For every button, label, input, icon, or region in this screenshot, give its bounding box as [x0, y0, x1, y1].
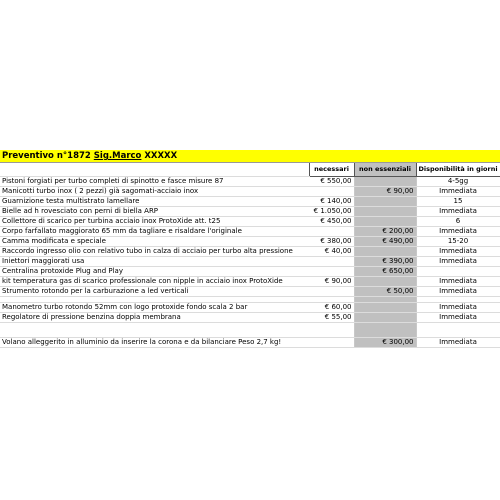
non-essenziali-price: [354, 247, 416, 257]
header-disponibilita: Disponibilità in giorni: [416, 163, 500, 177]
item-description: Pistoni forgiati per turbo completi di spinotto e fasce misure 87: [0, 177, 309, 187]
non-essenziali-price: € 650,00: [354, 267, 416, 277]
item-description: Bielle ad h rovesciato con perni di biella ARP: [0, 207, 309, 217]
spreadsheet: [0, 150, 500, 348]
table-row: [0, 267, 500, 277]
title-prefix: Preventivo n°1872: [2, 151, 94, 161]
table-row: [0, 257, 500, 267]
header-description: [0, 163, 309, 177]
non-essenziali-price: [354, 177, 416, 187]
non-essenziali-price: [354, 303, 416, 313]
table-row: [0, 207, 500, 217]
necessari-price: [309, 287, 354, 297]
non-essenziali-price: [354, 207, 416, 217]
availability: Immediata: [416, 287, 500, 297]
necessari-price: € 550,00: [309, 177, 354, 187]
non-essenziali-price: [354, 197, 416, 207]
non-essenziali-price: € 90,00: [354, 187, 416, 197]
item-description: [0, 323, 309, 338]
spacer-row: [0, 323, 500, 338]
header-non-essenziali: non essenziali: [354, 163, 416, 177]
availability: Immediata: [416, 277, 500, 287]
item-description: Iniettori maggiorati usa: [0, 257, 309, 267]
item-description: Strumento rotondo per la carburazione a led verticali: [0, 287, 309, 297]
table-row: [0, 277, 500, 287]
availability: Immediata: [416, 227, 500, 237]
non-essenziali-price: € 200,00: [354, 227, 416, 237]
item-description: Guarnizione testa multistrato lamellare: [0, 197, 309, 207]
non-essenziali-price: [354, 277, 416, 287]
availability: 4-5gg: [416, 177, 500, 187]
necessari-price: € 60,00: [309, 303, 354, 313]
necessari-price: [309, 257, 354, 267]
table-row: [0, 313, 500, 323]
quote-title: [0, 150, 500, 163]
item-description: Regolatore di pressione benzina doppia membrana: [0, 313, 309, 323]
item-description: Volano alleggerito in alluminio da inserire la corona e da bilanciare Peso 2,7 kg!: [0, 338, 309, 348]
item-description: kit temperatura gas di scarico professionale con nipple in acciaio inox ProtoXide: [0, 277, 309, 287]
non-essenziali-price: € 490,00: [354, 237, 416, 247]
necessari-price: [309, 227, 354, 237]
non-essenziali-price: € 300,00: [354, 338, 416, 348]
availability: Immediata: [416, 187, 500, 197]
non-essenziali-price: [354, 313, 416, 323]
necessari-price: [309, 338, 354, 348]
availability: Immediata: [416, 247, 500, 257]
availability: Immediata: [416, 257, 500, 267]
table-row: [0, 187, 500, 197]
necessari-price: € 40,00: [309, 247, 354, 257]
table-row: [0, 227, 500, 237]
table-row: [0, 217, 500, 227]
header-necessari: necessari: [309, 163, 354, 177]
title-suffix: XXXXX: [141, 151, 178, 161]
item-description: Centralina protoxide Plug and Play: [0, 267, 309, 277]
item-description: Raccordo ingresso olio con relativo tubo in calza di acciaio per turbo alta pressione: [0, 247, 309, 257]
necessari-price: € 55,00: [309, 313, 354, 323]
availability: Immediata: [416, 313, 500, 323]
item-description: Manicotti turbo inox ( 2 pezzi) già sagomati-acciaio inox: [0, 187, 309, 197]
necessari-price: [309, 267, 354, 277]
non-essenziali-price: € 50,00: [354, 287, 416, 297]
header-row: [0, 163, 500, 177]
availability: 15-20: [416, 237, 500, 247]
availability: Immediata: [416, 338, 500, 348]
availability: 6: [416, 217, 500, 227]
necessari-price: [309, 323, 354, 338]
table-row: [0, 177, 500, 187]
availability: 15: [416, 197, 500, 207]
availability: Immediata: [416, 207, 500, 217]
quote-table: [0, 150, 500, 348]
table-row: [0, 287, 500, 297]
item-description: Corpo farfallato maggiorato 65 mm da tagliare e risaldare l'originale: [0, 227, 309, 237]
non-essenziali-price: [354, 323, 416, 338]
necessari-price: € 90,00: [309, 277, 354, 287]
table-row: [0, 247, 500, 257]
necessari-price: € 380,00: [309, 237, 354, 247]
item-description: Collettore di scarico per turbina acciaio inox ProtoXide att. t25: [0, 217, 309, 227]
table-row: [0, 338, 500, 348]
item-description: Camma modificata e speciale: [0, 237, 309, 247]
availability: [416, 323, 500, 338]
title-row: [0, 150, 500, 163]
availability: [416, 267, 500, 277]
title-customer: Sig.Marco: [93, 151, 142, 161]
necessari-price: [309, 187, 354, 197]
table-row: [0, 197, 500, 207]
availability: Immediata: [416, 303, 500, 313]
non-essenziali-price: € 390,00: [354, 257, 416, 267]
necessari-price: € 450,00: [309, 217, 354, 227]
table-row: [0, 237, 500, 247]
table-row: [0, 303, 500, 313]
item-description: Manometro turbo rotondo 52mm con logo protoxide fondo scala 2 bar: [0, 303, 309, 313]
non-essenziali-price: [354, 217, 416, 227]
necessari-price: € 140,00: [309, 197, 354, 207]
necessari-price: € 1.050,00: [309, 207, 354, 217]
